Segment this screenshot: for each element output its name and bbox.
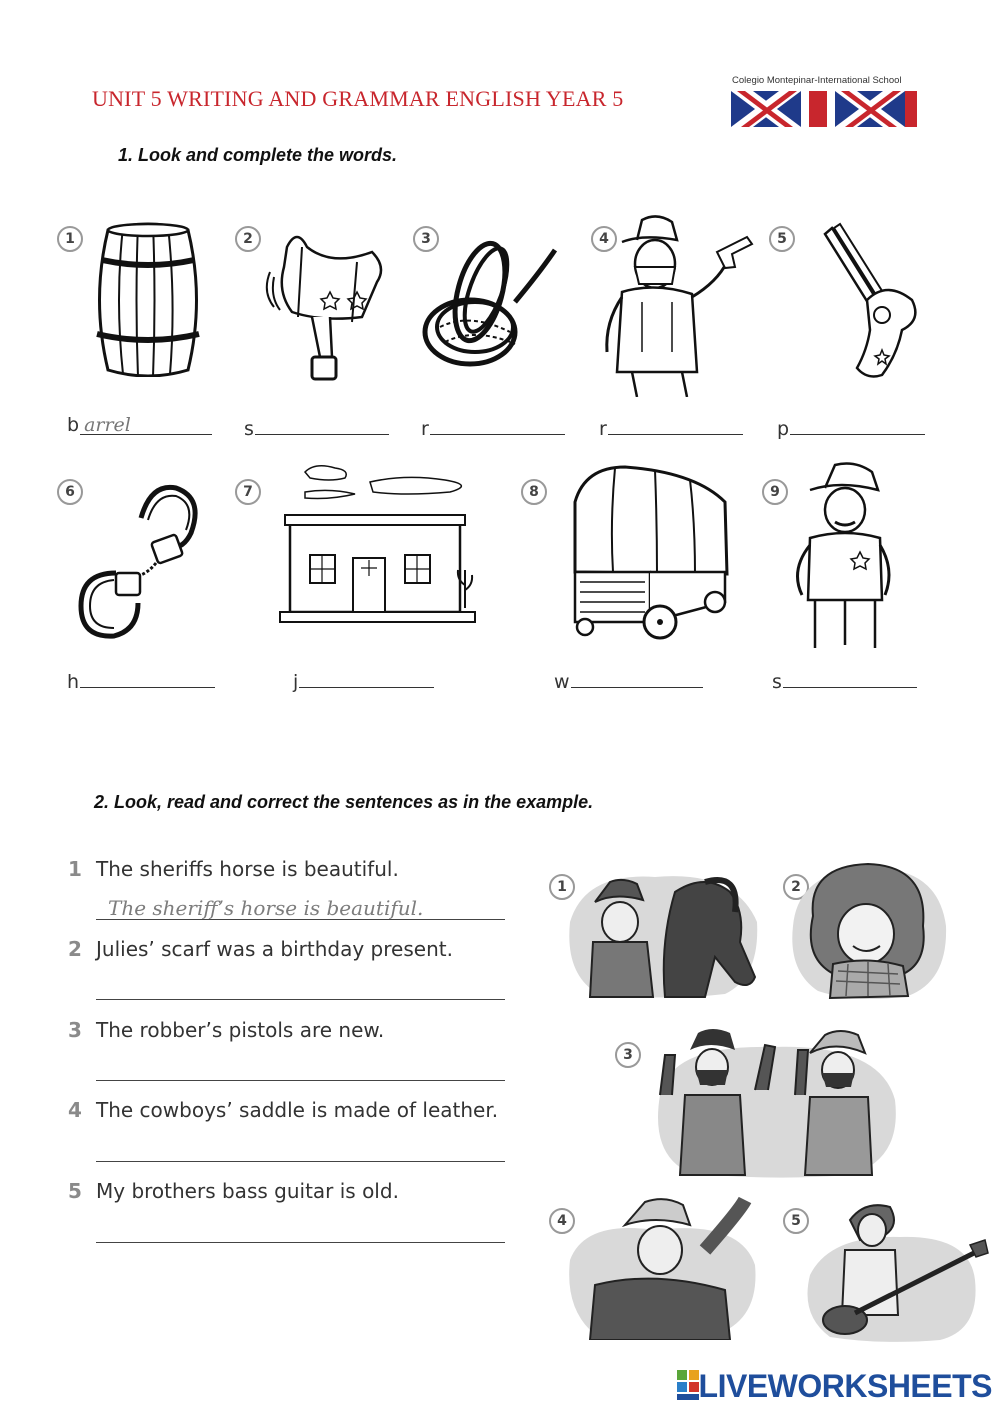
word-blank-7 bbox=[293, 667, 434, 693]
first-letter: w bbox=[554, 671, 570, 693]
barrel-icon bbox=[93, 222, 203, 377]
word-blank-3 bbox=[421, 414, 565, 440]
item-number: 4 bbox=[591, 226, 617, 252]
sentence-number: 1 bbox=[68, 857, 82, 881]
first-letter: s bbox=[244, 418, 254, 440]
answer-line-3[interactable] bbox=[96, 1080, 505, 1081]
word-blank-2 bbox=[244, 414, 389, 440]
sentence-2 bbox=[68, 937, 453, 961]
item-number: 3 bbox=[413, 226, 439, 252]
answer-field[interactable] bbox=[255, 414, 389, 435]
first-letter: p bbox=[777, 418, 790, 440]
robber-icon bbox=[597, 212, 762, 397]
picture-number: 2 bbox=[783, 874, 809, 900]
handcuffs-icon bbox=[76, 478, 206, 646]
two-robbers-icon bbox=[640, 1025, 905, 1180]
word-blank-6 bbox=[67, 667, 215, 693]
sentence-text: Julies’ scarf was a birthday present. bbox=[96, 937, 453, 961]
picture-number: 5 bbox=[783, 1208, 809, 1234]
answer-field[interactable] bbox=[783, 667, 917, 688]
answer-field[interactable] bbox=[608, 414, 743, 435]
sentence-4 bbox=[68, 1098, 498, 1122]
section2-heading: 2. Look, read and correct the sentences as in the example. bbox=[94, 792, 594, 812]
rope-icon bbox=[420, 232, 560, 380]
sheriff-icon bbox=[790, 460, 895, 652]
sentence-number: 5 bbox=[68, 1179, 82, 1203]
first-letter: b bbox=[67, 414, 80, 436]
word-blank-1 bbox=[67, 414, 212, 436]
word-blank-5 bbox=[777, 414, 925, 440]
picture-number: 1 bbox=[549, 874, 575, 900]
item-number: 5 bbox=[769, 226, 795, 252]
sentence-number: 4 bbox=[68, 1098, 82, 1122]
item-number: 1 bbox=[57, 226, 83, 252]
sentence-text: The sheriffs horse is beautiful. bbox=[96, 857, 399, 881]
example-answer: The sheriff’s horse is beautiful. bbox=[108, 896, 424, 920]
sentence-text: The robber’s pistols are new. bbox=[96, 1018, 385, 1042]
sentence-number: 2 bbox=[68, 937, 82, 961]
item-number: 8 bbox=[521, 479, 547, 505]
item-number: 2 bbox=[235, 226, 261, 252]
saddle-icon bbox=[262, 222, 392, 387]
sentence-1 bbox=[68, 857, 399, 881]
liveworksheets-logo-icon bbox=[677, 1370, 699, 1400]
item-number: 9 bbox=[762, 479, 788, 505]
union-jack-flag-icon bbox=[731, 91, 917, 127]
liveworksheets-logo bbox=[677, 1368, 992, 1405]
school-name: Colegio Montepinar-International School bbox=[732, 75, 902, 86]
sentence-text: My brothers bass guitar is old. bbox=[96, 1179, 399, 1203]
first-letter: h bbox=[67, 671, 80, 693]
answer-line-1[interactable] bbox=[96, 919, 505, 920]
logo-text: LIVEWORKSHEETS bbox=[698, 1368, 992, 1404]
answer-line-5[interactable] bbox=[96, 1242, 505, 1243]
sentence-number: 3 bbox=[68, 1018, 82, 1042]
section1-heading: 1. Look and complete the words. bbox=[118, 145, 398, 165]
answer-line-4[interactable] bbox=[96, 1161, 505, 1162]
item-number: 7 bbox=[235, 479, 261, 505]
answer-field[interactable] bbox=[80, 414, 212, 435]
picture-number: 4 bbox=[549, 1208, 575, 1234]
item-number: 6 bbox=[57, 479, 83, 505]
sentence-5 bbox=[68, 1179, 399, 1203]
answer-field[interactable] bbox=[571, 667, 703, 688]
first-letter: j bbox=[293, 671, 299, 693]
answer-field[interactable] bbox=[80, 667, 215, 688]
jail-icon bbox=[275, 460, 480, 630]
answer-line-2[interactable] bbox=[96, 999, 505, 1000]
word-blank-9 bbox=[772, 667, 917, 693]
sheriff-with-horse-icon bbox=[565, 862, 760, 1002]
word-blank-4 bbox=[599, 414, 743, 440]
girl-with-scarf-icon bbox=[788, 856, 950, 1004]
answer-field[interactable] bbox=[430, 414, 565, 435]
answer-field[interactable] bbox=[790, 414, 925, 435]
worksheet-title: UNIT 5 WRITING AND GRAMMAR ENGLISH YEAR 5 bbox=[92, 86, 624, 111]
answer-field[interactable] bbox=[299, 667, 434, 688]
first-letter: s bbox=[772, 671, 782, 693]
wagon-icon bbox=[565, 462, 735, 644]
first-letter: r bbox=[421, 418, 429, 440]
pistol-icon bbox=[822, 220, 927, 380]
picture-number: 3 bbox=[615, 1042, 641, 1068]
answer-text: arrel bbox=[84, 414, 131, 436]
cowboy-with-saddle-icon bbox=[565, 1190, 760, 1340]
boy-with-guitar-icon bbox=[790, 1195, 990, 1345]
sentence-3 bbox=[68, 1018, 384, 1042]
sentence-text: The cowboys’ saddle is made of leather. bbox=[96, 1098, 499, 1122]
first-letter: r bbox=[599, 418, 607, 440]
word-blank-8 bbox=[554, 667, 703, 693]
